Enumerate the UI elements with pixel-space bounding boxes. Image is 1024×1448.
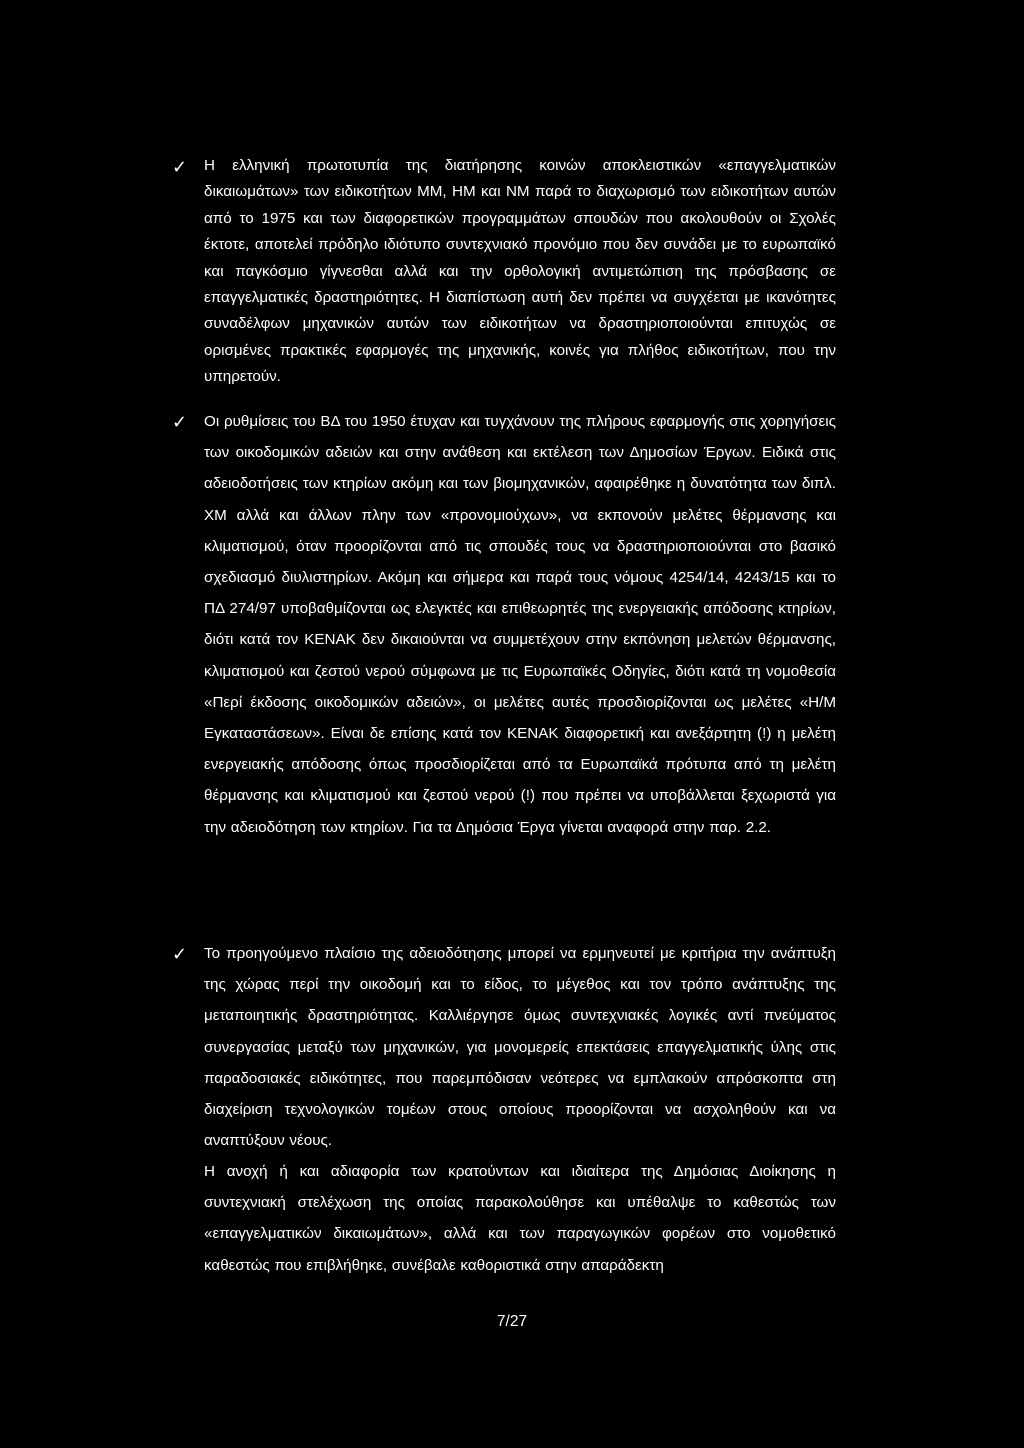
bullet-text: Το προηγούμενο πλαίσιο της αδειοδότησης μπορεί να ερμηνευτεί με κριτήρια την ανάπτυξη της χώρας περί την οικοδομή και το είδος, το μέγεθος και τον τρόπο ανάπτυξης της μεταποιητικής δραστηριότητας. Καλλιέργησε όμως συντεχνιακές λογικές αντί πνεύματος συνεργασίας μεταξύ των μηχανικών, για μονομερείς επεκτάσεις επαγγελματικής ύλης στις παραδοσιακές ειδικότητες, που παρεμπόδισαν νεότερες να εμπλακούν απρόσκοπτα στη διαχείριση τεχνολογικών τομέων στους οποίους προορίζονται να ασχοληθούν και να αναπτύξουν νέους. xyxy=(204,945,836,1150)
paragraph-text: Η ανοχή ή και αδιαφορία των κρατούντων και ιδιαίτερα της Δημόσιας Διοίκησης η συντεχνιακή στελέχωση της οποίας παρακολούθησε και υπέθαλψε το καθεστώς των «επαγγελματικών δικαιωμάτων», αλλά και των παραγωγικών φορέων στο νομοθετικό καθεστώς που επιβλήθηκε, συνέβαλε καθοριστικά στην απαράδεκτη xyxy=(204,1163,836,1274)
closing-paragraph xyxy=(204,1156,836,1281)
check-icon: ✓ xyxy=(172,412,188,432)
bullet-item-greek-originality xyxy=(172,153,836,391)
check-icon: ✓ xyxy=(172,944,188,964)
bullet-item-licensing-framework xyxy=(172,938,836,1156)
bullet-item-1950-regulations xyxy=(172,406,836,843)
check-icon: ✓ xyxy=(172,157,188,177)
bullet-text: Η ελληνική πρωτοτυπία της διατήρησης κοινών αποκλειστικών «επαγγελματικών δικαιωμάτων» των ειδικοτήτων ΜΜ, ΗΜ και ΝΜ παρά το διαχωρισμό των ειδικοτήτων αυτών από το 1975 και των διαφορετικών προγραμμάτων σπουδών που ακολουθούν οι Σχολές έκτοτε, αποτελεί πρόδηλο ιδιότυπο συντεχνιακό προνόμιο που δεν συνάδει με το ευρωπαϊκό και παγκόσμιο γίγνεσθαι αλλά και την ορθολογική αντιμετώπιση της πρόσβασης σε επαγγελματικές δραστηριότητες. Η διαπίστωση αυτή δεν πρέπει να συγχέεται με ικανότητες συναδέλφων μηχανικών αυτών των ειδικοτήτων να δραστηριοποιούνται επιτυχώς σε ορισμένες πρακτικές εφαρμογές της μηχανικής, κοινές για πλήθος ειδικοτήτων, που την υπηρετούν. xyxy=(204,157,836,386)
bullet-text: Οι ρυθμίσεις του ΒΔ του 1950 έτυχαν και τυγχάνουν της πλήρους εφαρμογής στις χορηγήσεις των οικοδομικών αδειών και στην ανάθεση και εκτέλεση των Δημοσίων Έργων. Ειδικά στις αδειοδοτήσεις των κτηρίων ακόμη και των βιομηχανικών, αφαιρέθηκε η δυνατότητα των διπλ. ΧΜ αλλά και άλλων πλην των «προνομιούχων», να εκπονούν μελέτες θέρμανσης και κλιματισμού, όταν προορίζονται από τις σπουδές τους να δραστηριοποιούνται στο βασικό σχεδιασμό διυλιστηρίων. Ακόμη και σήμερα και παρά τους νόμους 4254/14, 4243/15 και το ΠΔ 274/97 υποβαθμίζονται ως ελεγκτές και επιθεωρητές της ενεργειακής απόδοσης κτηρίων, διότι κατά τον ΚΕΝΑΚ δεν δικαιούνται να συμμετέχουν στην εκπόνηση μελετών θέρμανσης, κλιματισμού και ζεστού νερού σύμφωνα με τις Ευρωπαϊκές Οδηγίες, διότι κατά τη νομοθεσία «Περί έκδοσης οικοδομικών αδειών», οι μελέτες αυτές προσδιορίζονται ως μελέτες «Η/Μ Εγκαταστάσεων». Είναι δε επίσης κατά τον ΚΕΝΑΚ διαφορετική και ανεξάρτητη (!) η μελέτη ενεργειακής απόδοσης όπως προσδιορίζεται από τα Ευρωπαϊκά πρότυπα από τη μελέτη θέρμανσης και κλιματισμού και ζεστού νερού (!) που πρέπει να υποβάλλεται ξεχωριστά για την αδειοδότηση των κτηρίων. Για τα Δημόσια Έργα γίνεται αναφορά στην παρ. 2.2. xyxy=(204,413,836,836)
page-number: 7/27 xyxy=(496,1313,528,1330)
